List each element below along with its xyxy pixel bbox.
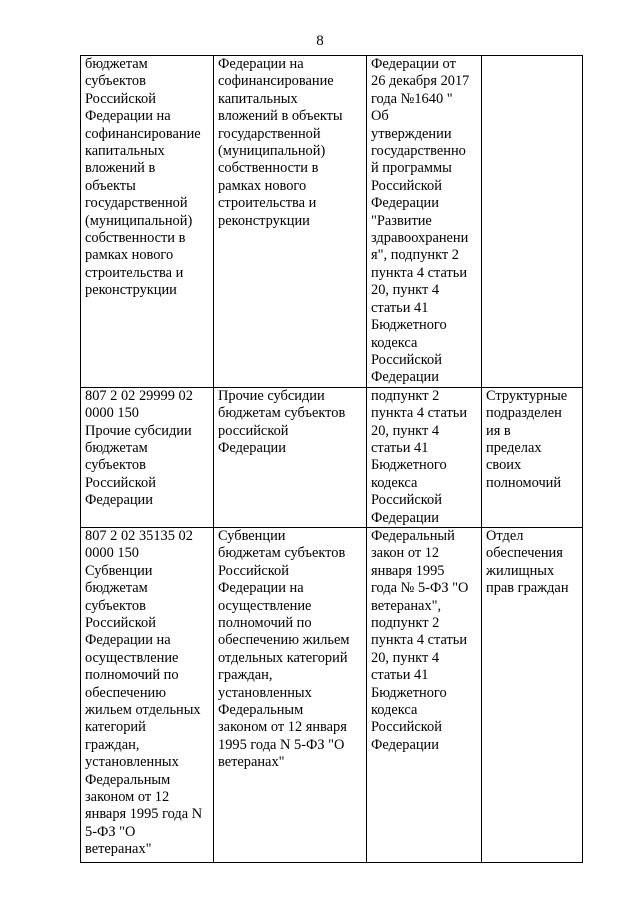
table-cell-description: Субвенции бюджетам субъектов Российской Федерации на осуществление полномочий по обеспечению жильем отдельных категорий граждан, установленных Федеральным законом от 12 января 1995 года N 5-ФЗ "О ветеранах" <box>214 527 367 862</box>
page-number: 8 <box>316 33 324 49</box>
table-cell-description: Прочие субсидии бюджетам субъектов российской Федерации <box>214 387 367 527</box>
table-row <box>81 56 583 388</box>
document-table <box>80 55 583 863</box>
table-cell-legal-basis: Федеральный закон от 12 января 1995 года № 5-ФЗ "О ветеранах", подпункт 2 пункта 4 статьи 20, пункт 4 статьи 41 Бюджетного кодекса Российской Федерации <box>367 527 482 862</box>
table-cell-legal-basis: подпункт 2 пункта 4 статьи 20, пункт 4 статьи 41 Бюджетного кодекса Российской Федерации <box>367 387 482 527</box>
table-cell-legal-basis: Федерации от 26 декабря 2017 года №1640 " Об утверждении государственно й программы Российской Федерации "Развитие здравоохранени я", подпункт 2 пункта 4 статьи 20, пункт 4 статьи 41 Бюджетного кодекса Российской Федерации <box>367 56 482 388</box>
table-cell-responsible: Структурные подразделен ия в пределах своих полномочий <box>482 387 583 527</box>
table-cell-code-name: 807 2 02 29999 02 0000 150 Прочие субсидии бюджетам субъектов Российской Федерации <box>81 387 214 527</box>
table-cell-description: Федерации на софинансирование капитальных вложений в объекты государственной (муниципальной) собственности в рамках нового строительства и реконструкции <box>214 56 367 388</box>
table-cell-responsible <box>482 56 583 388</box>
table-row <box>81 527 583 862</box>
table-cell-code-name: бюджетам субъектов Российской Федерации на софинансирование капитальных вложений в объекты государственной (муниципальной) собственности в рамках нового строительства и реконструкции <box>81 56 214 388</box>
table-row <box>81 387 583 527</box>
table-cell-responsible: Отдел обеспечения жилищных прав граждан <box>482 527 583 862</box>
table-cell-code-name: 807 2 02 35135 02 0000 150 Субвенции бюджетам субъектов Российской Федерации на осуществление полномочий по обеспечению жильем отдельных категорий граждан, установленных Федеральным законом от 12 января 1995 года N 5-ФЗ "О ветеранах" <box>81 527 214 862</box>
